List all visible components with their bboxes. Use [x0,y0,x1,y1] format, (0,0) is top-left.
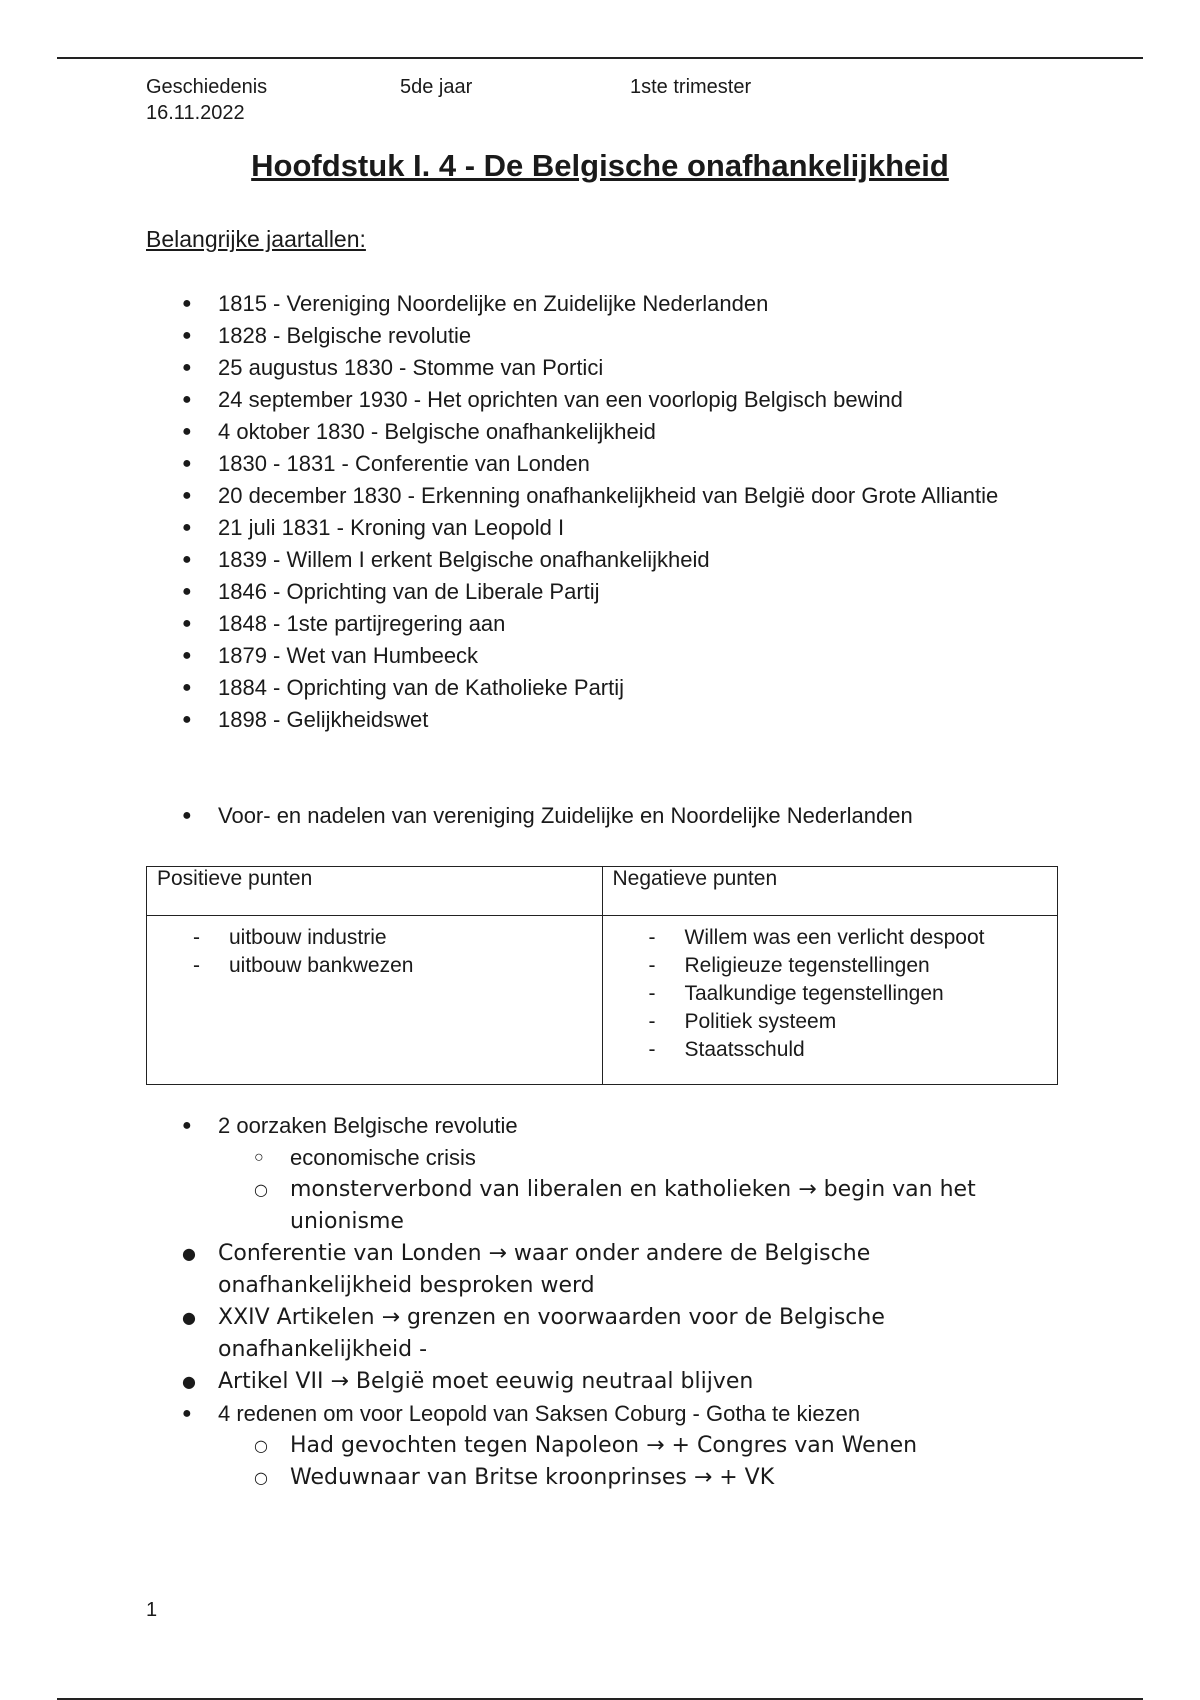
list-item: - uitbouw bankwezen [147,952,602,980]
document-header [146,74,1046,126]
list-item: ● 1815 - Vereniging Noordelijke en Zuidelijke Nederlanden [146,288,1066,320]
negative-header: Negatieve punten [602,867,1058,916]
proscons-table [146,866,1058,1085]
list-item: - Religieuze tegenstellingen [603,952,1058,980]
list-item: ● Conferentie van Londen → waar onder andere de Belgische onafhankelijkheid besproken werd [146,1238,1066,1302]
notes-list [146,1110,1066,1494]
proscons-intro: ● Voor- en nadelen van vereniging Zuidelijke en Noordelijke Nederlanden [146,800,1066,832]
list-item: - uitbouw industrie [147,924,602,952]
list-item: - Taalkundige tegenstellingen [603,980,1058,1008]
list-item: ● 1884 - Oprichting van de Katholieke Partij [146,672,1066,704]
list-item: ● 1898 - Gelijkheidswet [146,704,1066,736]
page-title: Hoofdstuk I. 4 - De Belgische onafhankelijkheid [251,148,949,183]
negative-list [603,924,1058,1064]
list-item: ● 25 augustus 1830 - Stomme van Portici [146,352,1066,384]
list-item: ● 20 december 1830 - Erkenning onafhankelijkheid van België door Grote Alliantie [146,480,1066,512]
dates-heading: Belangrijke jaartallen: [146,226,366,252]
positive-header: Positieve punten [147,867,603,916]
causes-text: 2 oorzaken Belgische revolutie [218,1113,518,1138]
list-item: ● 1846 - Oprichting van de Liberale Partij [146,576,1066,608]
list-item: ● 1830 - 1831 - Conferentie van Londen [146,448,1066,480]
list-item: ○ monsterverbond van liberalen en katholieken → begin van het unionisme [218,1174,1066,1238]
page-number: 1 [146,1599,158,1621]
subject-label: Geschiedenis [146,76,268,98]
header-row [146,74,1046,100]
list-item: ● 1828 - Belgische revolutie [146,320,1066,352]
year-label: 5de jaar [400,76,473,98]
list-item: ● 4 oktober 1830 - Belgische onafhankelijkheid [146,416,1066,448]
positive-cell [147,916,603,1085]
reasons-text: 4 redenen om voor Leopold van Saksen Coburg - Gotha te kiezen [218,1401,861,1426]
table-header-row [147,867,1058,916]
list-item [146,1110,1066,1238]
list-item: - Willem was een verlicht despoot [603,924,1058,952]
list-item: ● Artikel VII → België moet eeuwig neutraal blijven [146,1366,1066,1398]
negative-cell [602,916,1058,1085]
list-item [146,1398,1066,1494]
reasons-sublist [218,1430,1066,1494]
top-rule [57,57,1143,59]
date-row [146,100,1046,126]
list-item: ○ Had gevochten tegen Napoleon → + Congres van Wenen [218,1430,1066,1462]
list-item: ● 21 juli 1831 - Kroning van Leopold I [146,512,1066,544]
list-item: ● 24 september 1930 - Het oprichten van een voorlopig Belgisch bewind [146,384,1066,416]
positive-list [147,924,602,980]
list-item: ● 1879 - Wet van Humbeeck [146,640,1066,672]
list-item: - Politiek systeem [603,1008,1058,1036]
term-label: 1ste trimester [630,76,752,98]
list-item: - Staatsschuld [603,1036,1058,1064]
dates-list [146,288,1066,736]
list-item: ● 1848 - 1ste partijregering aan [146,608,1066,640]
list-item: ● 1839 - Willem I erkent Belgische onafhankelijkheid [146,544,1066,576]
table-row [147,916,1058,1085]
proscons-list [146,800,1066,832]
causes-sublist [218,1142,1066,1238]
list-item: ○ economische crisis [218,1142,1066,1174]
list-item: ● XXIV Artikelen → grenzen en voorwaarden voor de Belgische onafhankelijkheid - [146,1302,1066,1366]
date-label: 16.11.2022 [146,102,245,124]
list-item: ○ Weduwnaar van Britse kroonprinses → + VK [218,1462,1066,1494]
